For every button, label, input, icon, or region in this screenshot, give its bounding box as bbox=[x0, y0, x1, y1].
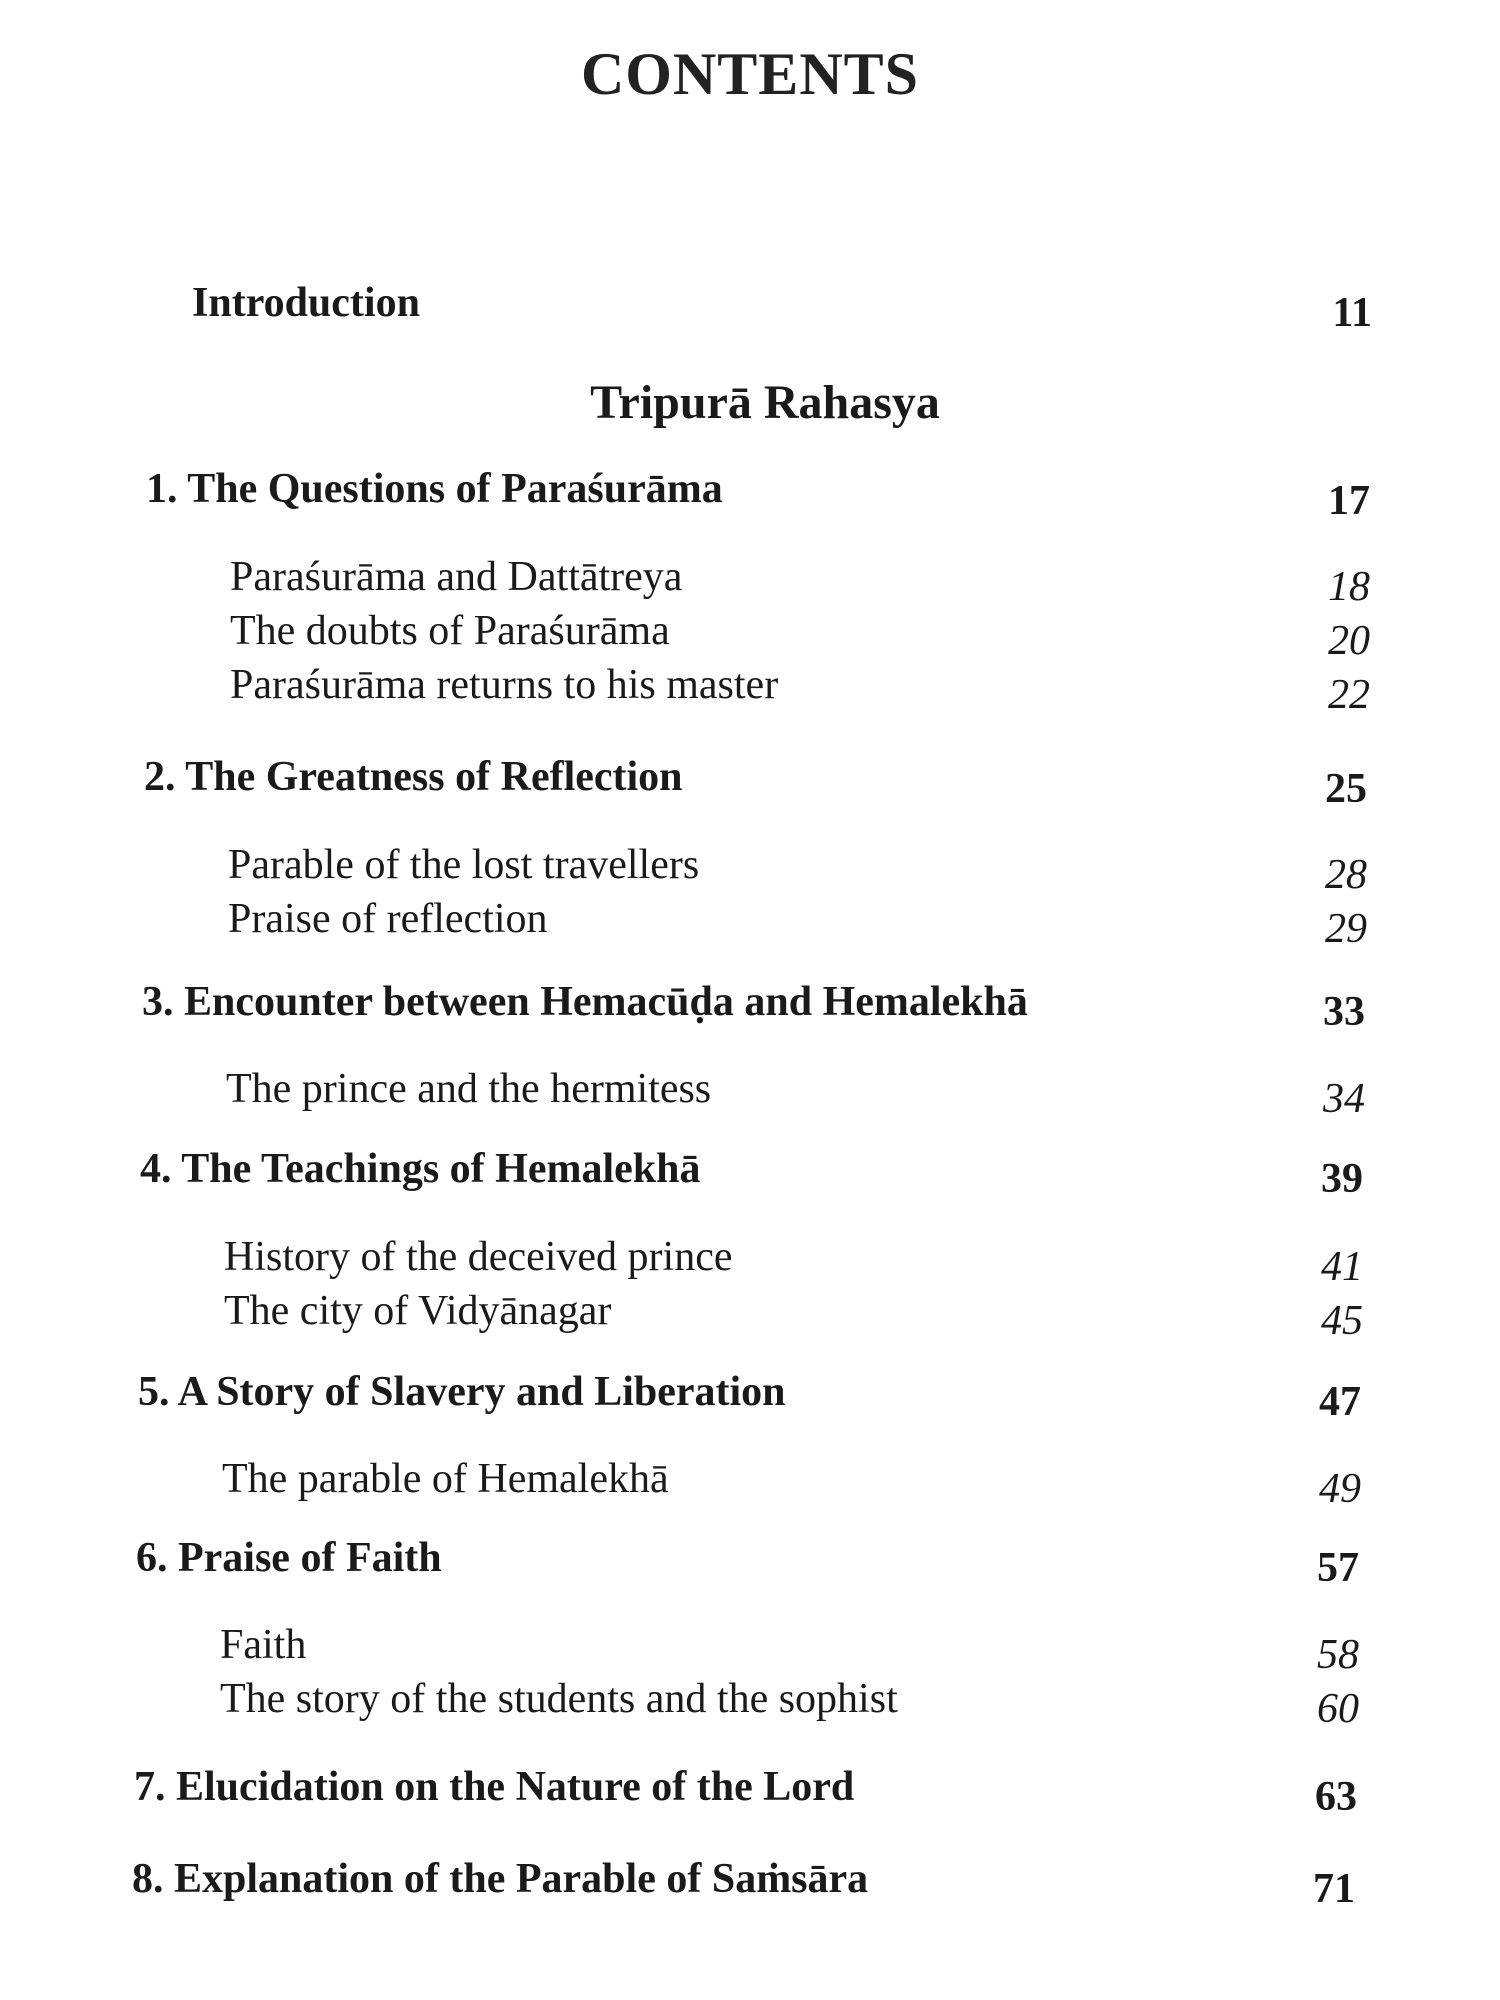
part-heading: Tripurā Rahasya bbox=[590, 376, 940, 429]
toc-chapter-title: 5. A Story of Slavery and Liberation bbox=[138, 1369, 786, 1415]
toc-chapter-title: 7. Elucidation on the Nature of the Lord bbox=[134, 1764, 855, 1810]
toc-chapter-page: 71 bbox=[1313, 1866, 1355, 1912]
toc-section-page: 20 bbox=[1328, 618, 1370, 664]
toc-section-title: Praise of reflection bbox=[228, 896, 548, 942]
toc-chapter-title: 2. The Greatness of Reflection bbox=[144, 754, 683, 800]
toc-section-title: The story of the students and the sophist bbox=[220, 1676, 898, 1722]
toc-introduction-label: Introduction bbox=[192, 280, 420, 326]
toc-section-title: Paraśurāma and Dattātreya bbox=[230, 554, 683, 600]
toc-chapter-title: 6. Praise of Faith bbox=[136, 1535, 442, 1581]
toc-section-title: The city of Vidyānagar bbox=[224, 1288, 612, 1334]
toc-section-page: 34 bbox=[1323, 1076, 1365, 1122]
toc-section-page: 45 bbox=[1321, 1298, 1363, 1344]
toc-section-page: 22 bbox=[1328, 672, 1370, 718]
toc-section-page: 28 bbox=[1325, 852, 1367, 898]
toc-chapter-page: 39 bbox=[1321, 1156, 1363, 1202]
toc-section-title: The parable of Hemalekhā bbox=[222, 1456, 669, 1502]
toc-section-title: Parable of the lost travellers bbox=[228, 842, 700, 888]
toc-section-page: 58 bbox=[1317, 1632, 1359, 1678]
toc-section-title: The prince and the hermitess bbox=[226, 1066, 712, 1112]
toc-introduction-page: 11 bbox=[1332, 290, 1372, 336]
toc-section-title: The doubts of Paraśurāma bbox=[230, 608, 670, 654]
toc-chapter-title: 3. Encounter between Hemacūḍa and Hemalekhā bbox=[142, 979, 1028, 1025]
toc-section-title: Faith bbox=[220, 1622, 307, 1668]
toc-section-page: 60 bbox=[1317, 1686, 1359, 1732]
toc-chapter-page: 57 bbox=[1317, 1545, 1359, 1591]
page-title: CONTENTS bbox=[580, 41, 920, 107]
toc-section-title: History of the deceived prince bbox=[224, 1234, 733, 1280]
toc-chapter-page: 33 bbox=[1323, 989, 1365, 1035]
toc-chapter-page: 47 bbox=[1319, 1379, 1361, 1425]
toc-section-page: 49 bbox=[1319, 1466, 1361, 1512]
toc-chapter-title: 1. The Questions of Paraśurāma bbox=[146, 466, 723, 512]
toc-section-page: 41 bbox=[1321, 1244, 1363, 1290]
toc-chapter-title: 4. The Teachings of Hemalekhā bbox=[140, 1146, 701, 1192]
toc-section-title: Paraśurāma returns to his master bbox=[230, 662, 779, 708]
toc-chapter-page: 17 bbox=[1328, 478, 1370, 524]
toc-section-page: 18 bbox=[1328, 564, 1370, 610]
toc-chapter-page: 63 bbox=[1315, 1774, 1357, 1820]
toc-chapter-title: 8. Explanation of the Parable of Saṁsāra bbox=[132, 1856, 869, 1902]
toc-section-page: 29 bbox=[1325, 906, 1367, 952]
toc-chapter-page: 25 bbox=[1325, 766, 1367, 812]
